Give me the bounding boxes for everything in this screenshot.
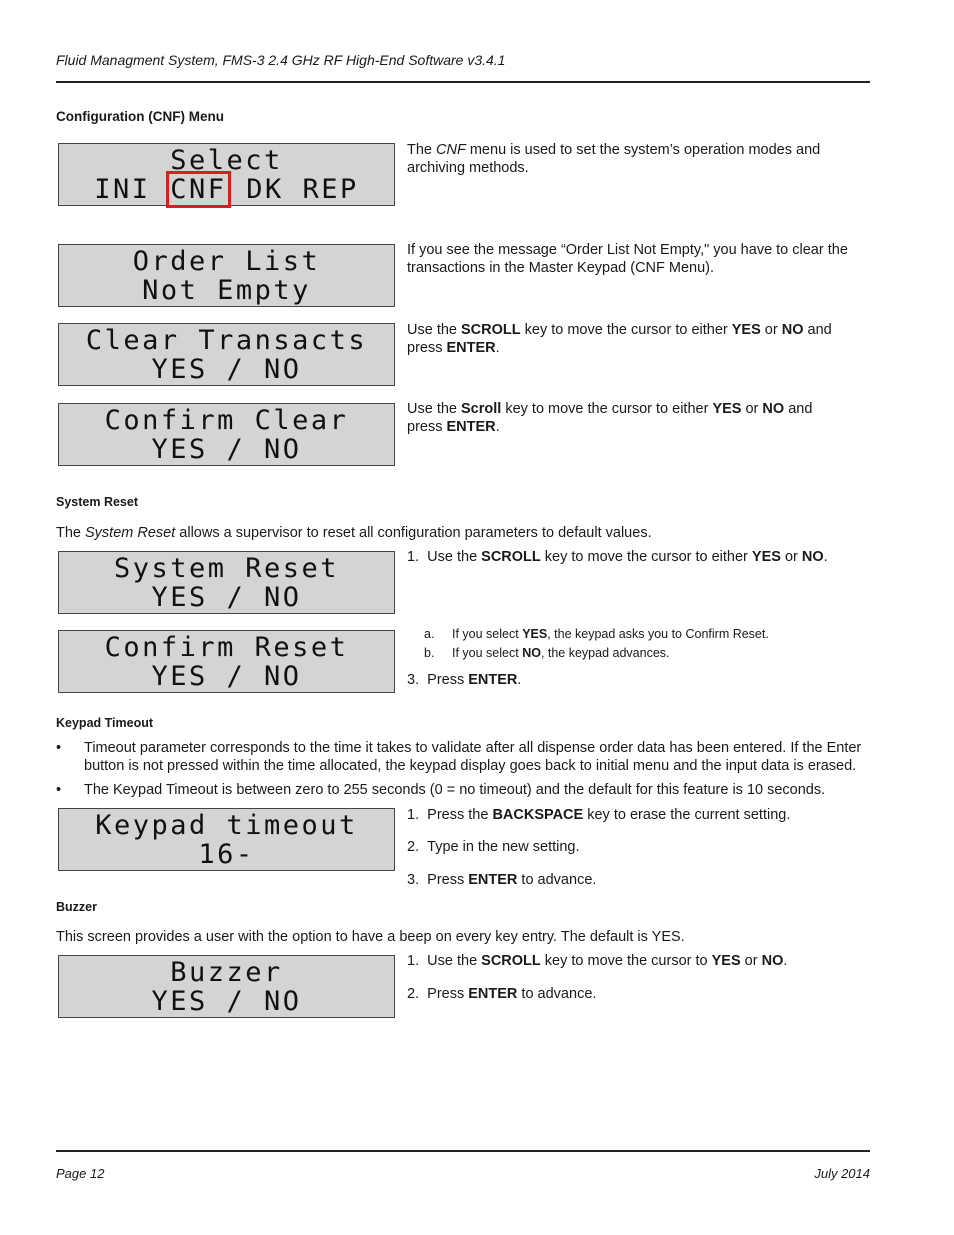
text: . bbox=[823, 549, 828, 565]
timeout-step-3 bbox=[407, 871, 847, 889]
lcd-display-order-list bbox=[58, 244, 395, 307]
section-heading-system-reset: System Reset bbox=[56, 495, 138, 509]
text: Press bbox=[427, 872, 469, 888]
lcd-line-1: Confirm Clear bbox=[104, 404, 349, 436]
lcd-line-1: Clear Transacts bbox=[85, 324, 368, 356]
sub-step-b-number: b. bbox=[424, 646, 435, 660]
step-number: 2. bbox=[407, 986, 420, 1002]
key-name: SCROLL bbox=[481, 953, 541, 969]
buzzer-intro: This screen provides a user with the option to have a beep on every key entry. The default is YES. bbox=[56, 929, 685, 945]
text: . bbox=[783, 953, 788, 969]
text: menu is used to set the system’s operation modes and archiving methods. bbox=[407, 142, 821, 176]
text: Use the bbox=[427, 549, 482, 565]
text: If you select bbox=[452, 646, 523, 660]
section-heading-cnf: Configuration (CNF) Menu bbox=[56, 109, 224, 124]
cnf-description bbox=[407, 141, 847, 177]
text: key to move the cursor to either bbox=[501, 401, 713, 417]
text: Type in the new setting. bbox=[427, 839, 580, 855]
step-number: 3. bbox=[407, 872, 420, 888]
lcd-display-confirm-reset bbox=[58, 630, 395, 693]
text: . bbox=[495, 340, 500, 356]
text: to advance. bbox=[517, 986, 597, 1002]
text: Use the bbox=[427, 953, 482, 969]
lcd-display-select bbox=[58, 143, 395, 206]
text: , the keypad asks you to Confirm Reset. bbox=[547, 627, 769, 641]
lcd-display-system-reset bbox=[58, 551, 395, 614]
lcd-line-2: YES / NO bbox=[151, 433, 302, 465]
lcd-line-1: System Reset bbox=[113, 552, 340, 584]
key-name: NO bbox=[761, 953, 784, 969]
system-reset-step-1 bbox=[407, 548, 867, 566]
order-list-description: If you see the message “Order List Not Empty," you have to clear the transactions in the Master Keypad (CNF Menu). bbox=[407, 242, 848, 276]
text: or bbox=[780, 549, 802, 565]
key-name: ENTER bbox=[468, 872, 518, 888]
header-rule bbox=[56, 81, 870, 83]
lcd-line-1: Buzzer bbox=[170, 956, 283, 988]
text: Press bbox=[427, 672, 469, 688]
step-number: 1. bbox=[407, 549, 420, 565]
lcd-line-1: Select bbox=[170, 144, 283, 176]
lcd-highlight-cnf: CNF bbox=[170, 173, 227, 205]
publication-date: July 2014 bbox=[814, 1166, 870, 1181]
text: key to erase the current setting. bbox=[583, 807, 791, 823]
lcd-display-keypad-timeout bbox=[58, 808, 395, 871]
key-name: YES bbox=[731, 322, 761, 338]
lcd-line-2 bbox=[94, 175, 359, 204]
page-number: Page 12 bbox=[56, 1166, 105, 1181]
lcd-line-1: Confirm Reset bbox=[104, 631, 349, 663]
text: The bbox=[407, 142, 437, 158]
timeout-step-1 bbox=[407, 806, 847, 824]
key-name: ENTER bbox=[446, 419, 496, 435]
key-name: NO bbox=[522, 646, 541, 660]
document-header-title: Fluid Managment System, FMS-3 2.4 GHz RF High-End Software v3.4.1 bbox=[56, 52, 506, 68]
lcd-display-buzzer bbox=[58, 955, 395, 1018]
text: key to move the cursor to either bbox=[520, 322, 732, 338]
timeout-bullet-2: • The Keypad Timeout is between zero to 255 seconds (0 = no timeout) and the default for this feature is 10 seconds. bbox=[84, 781, 874, 799]
footer-rule bbox=[56, 1150, 870, 1152]
text: or bbox=[741, 401, 763, 417]
sub-step-a bbox=[452, 627, 852, 641]
text: Press the bbox=[427, 807, 493, 823]
step-number: 1. bbox=[407, 807, 420, 823]
key-name: YES bbox=[522, 627, 548, 641]
lcd-display-clear-transacts bbox=[58, 323, 395, 386]
emphasis: System Reset bbox=[85, 525, 176, 541]
lcd-display-confirm-clear bbox=[58, 403, 395, 466]
key-name: NO bbox=[762, 401, 785, 417]
lcd-line-2: YES / NO bbox=[151, 353, 302, 385]
lcd-text-dk-rep: DK REP bbox=[227, 173, 359, 205]
lcd-line-1: Order List bbox=[132, 245, 321, 277]
system-reset-step-3 bbox=[407, 671, 847, 689]
timeout-bullet-1: • Timeout parameter corresponds to the time it takes to validate after all dispense order data has been entered. If the Enter button is not pressed within the time allocated, the keypad display goes back to initial menu and the input data is erased. bbox=[84, 739, 874, 775]
text: or bbox=[760, 322, 782, 338]
text: Use the bbox=[407, 401, 461, 417]
key-name: NO bbox=[781, 322, 804, 338]
step-number: 1. bbox=[407, 953, 420, 969]
text: Press bbox=[427, 986, 469, 1002]
key-name: YES bbox=[712, 401, 742, 417]
section-heading-keypad-timeout: Keypad Timeout bbox=[56, 716, 154, 730]
lcd-line-2: YES / NO bbox=[151, 985, 302, 1017]
lcd-text-ini: INI bbox=[94, 173, 170, 205]
text: to advance. bbox=[517, 872, 597, 888]
timeout-step-2 bbox=[407, 838, 847, 856]
sub-step-a-number: a. bbox=[424, 627, 435, 641]
key-name: YES bbox=[711, 953, 741, 969]
text: Use the bbox=[407, 322, 461, 338]
lcd-line-2: YES / NO bbox=[151, 581, 302, 613]
key-name: SCROLL bbox=[461, 322, 521, 338]
key-name: YES bbox=[751, 549, 781, 565]
clear-transacts-description bbox=[407, 321, 837, 357]
text: . bbox=[495, 419, 500, 435]
text: The bbox=[56, 525, 86, 541]
system-reset-intro bbox=[56, 524, 876, 542]
text: , the keypad advances. bbox=[540, 646, 670, 660]
key-name: ENTER bbox=[468, 672, 518, 688]
step-number: 2. bbox=[407, 839, 420, 855]
text: If you select bbox=[452, 627, 523, 641]
buzzer-step-1 bbox=[407, 952, 847, 970]
text: key to move the cursor to bbox=[540, 953, 712, 969]
text: . bbox=[517, 672, 522, 688]
lcd-line-1: Keypad timeout bbox=[95, 809, 358, 841]
step-number: 3. bbox=[407, 672, 420, 688]
text: and press bbox=[407, 322, 832, 356]
sub-step-b bbox=[452, 646, 852, 660]
buzzer-step-2 bbox=[407, 985, 847, 1003]
text: allows a supervisor to reset all configuration parameters to default values. bbox=[175, 525, 652, 541]
lcd-line-2: 16- bbox=[198, 838, 255, 870]
confirm-clear-description bbox=[407, 400, 837, 436]
section-heading-buzzer: Buzzer bbox=[56, 900, 97, 914]
key-name: Scroll bbox=[461, 401, 502, 417]
key-name: BACKSPACE bbox=[492, 807, 584, 823]
emphasis: CNF bbox=[436, 142, 466, 158]
key-name: NO bbox=[801, 549, 824, 565]
key-name: ENTER bbox=[446, 340, 496, 356]
lcd-line-2: YES / NO bbox=[151, 660, 302, 692]
lcd-line-2: Not Empty bbox=[142, 274, 311, 306]
text: key to move the cursor to either bbox=[540, 549, 752, 565]
text: or bbox=[740, 953, 762, 969]
key-name: ENTER bbox=[468, 986, 518, 1002]
key-name: SCROLL bbox=[481, 549, 541, 565]
text: and press bbox=[407, 401, 813, 435]
